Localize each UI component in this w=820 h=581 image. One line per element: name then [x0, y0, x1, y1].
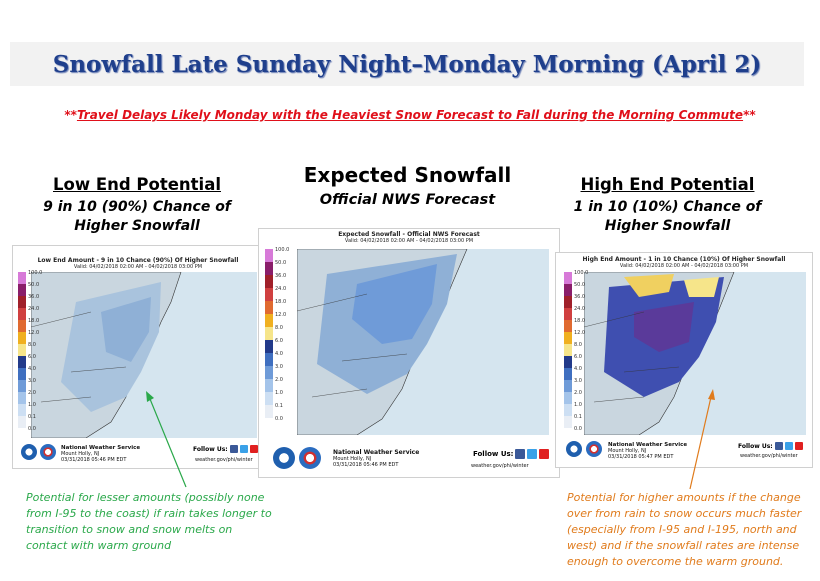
scale-label: 24.0: [574, 306, 586, 312]
left-footer-org: National Weather Service: [61, 445, 141, 451]
scale-label: 1.0: [574, 402, 582, 408]
right-map-title: High End Amount - 1 in 10 Chance (10%) Of Higher Snowfall: [582, 256, 786, 263]
left-map: [31, 272, 257, 438]
right-heading-block: [560, 175, 775, 236]
note-right: Potential for higher amounts if the change over from rain to snow occurs much faster (especially from I-95 and I-195, north and west) and if the snowfall rates are intense enough to overcome the warm ground.: [567, 491, 802, 568]
twitter-icon[interactable]: [785, 442, 793, 450]
facebook-icon[interactable]: [775, 442, 783, 450]
youtube-icon[interactable]: [250, 445, 258, 453]
center-follow-label: Follow Us:: [473, 450, 514, 458]
scale-label: 0.0: [574, 426, 582, 432]
scale-label: 12.0: [574, 330, 586, 336]
scale-label: 8.0: [275, 325, 283, 331]
twitter-icon[interactable]: [527, 449, 537, 459]
scale-label: 100.0: [574, 270, 589, 276]
scale-label: 1.0: [28, 402, 36, 408]
center-scale: [265, 249, 273, 418]
right-follow: [738, 442, 803, 450]
right-footer-time: 03/31/2018 05:47 PM EDT: [608, 454, 674, 460]
left-map-card: [12, 245, 264, 469]
center-url[interactable]: weather.gov/phi/winter: [471, 463, 529, 469]
left-line1: 9 in 10 (90%) Chance of: [43, 199, 231, 215]
center-follow: [473, 449, 549, 459]
noaa-logo: [21, 444, 37, 460]
right-line2: Higher Snowfall: [604, 218, 731, 234]
scale-label: 50.0: [28, 282, 40, 288]
right-footer: [608, 442, 687, 460]
youtube-icon[interactable]: [795, 442, 803, 450]
scale-label: 50.0: [275, 260, 287, 266]
left-heading-block: [12, 175, 262, 236]
left-footer: [61, 445, 140, 463]
scale-label: 36.0: [275, 273, 287, 279]
center-map-card: [258, 228, 560, 478]
scale-label: 12.0: [28, 330, 40, 336]
right-line1: 1 in 10 (10%) Chance of: [573, 199, 762, 215]
right-heading: High End Potential: [580, 175, 755, 194]
nws-logo: [299, 447, 321, 469]
right-footer-org: National Weather Service: [608, 442, 688, 448]
right-scale: [564, 272, 572, 428]
left-footer-loc: Mount Holly, NJ: [61, 451, 100, 457]
center-heading-block: [270, 163, 545, 210]
left-url[interactable]: weather.gov/phi/winter: [195, 457, 253, 463]
left-map-svg: [31, 272, 257, 438]
center-footer: [333, 449, 419, 468]
scale-label: 12.0: [275, 312, 287, 318]
facebook-icon[interactable]: [515, 449, 525, 459]
scale-label: 100.0: [275, 247, 290, 253]
left-follow-label: Follow Us:: [193, 445, 228, 453]
center-map-svg: [297, 249, 549, 435]
scale-label: 8.0: [574, 342, 582, 348]
center-map-title: Expected Snowfall - Official NWS Forecast: [338, 231, 480, 238]
page-title: Snowfall Late Sunday Night–Monday Morning (April 2): [52, 50, 762, 78]
subtitle-suffix: **: [743, 108, 756, 122]
nws-logo: [40, 444, 56, 460]
page-subtitle: [0, 108, 820, 122]
title-bar: [10, 42, 804, 86]
scale-label: 36.0: [28, 294, 40, 300]
scale-label: 50.0: [574, 282, 586, 288]
left-heading: Low End Potential: [53, 175, 221, 194]
center-footer-time: 03/31/2018 05:46 PM EDT: [333, 462, 399, 468]
scale-label: 3.0: [275, 364, 283, 370]
scale-label: 4.0: [275, 351, 283, 357]
noaa-logo: [273, 447, 295, 469]
scale-label: 1.0: [275, 390, 283, 396]
scale-label: 3.0: [28, 378, 36, 384]
right-map-valid: Valid: 04/02/2018 02:00 AM - 04/02/2018 03:00 PM: [619, 263, 749, 269]
center-footer-org: National Weather Service: [333, 449, 420, 456]
right-follow-label: Follow Us:: [738, 442, 773, 450]
scale-label: 24.0: [275, 286, 287, 292]
scale-label: 4.0: [574, 366, 582, 372]
scale-label: 6.0: [28, 354, 36, 360]
left-line2: Higher Snowfall: [74, 218, 200, 234]
scale-label: 4.0: [28, 366, 36, 372]
left-map-valid: Valid: 04/02/2018 02:00 AM - 04/02/2018 03:00 PM: [73, 264, 203, 270]
scale-label: 8.0: [28, 342, 36, 348]
left-scale: [18, 272, 26, 428]
scale-label: 6.0: [574, 354, 582, 360]
right-footer-loc: Mount Holly, NJ: [608, 448, 647, 454]
nws-logo: [586, 441, 602, 457]
scale-label: 0.0: [28, 426, 36, 432]
scale-label: 0.1: [275, 403, 283, 409]
noaa-logo: [566, 441, 582, 457]
center-map-valid: Valid: 04/02/2018 02:00 AM - 04/02/2018 03:00 PM: [344, 238, 474, 244]
scale-label: 0.1: [574, 414, 582, 420]
left-footer-time: 03/31/2018 05:46 PM EDT: [61, 457, 127, 463]
scale-label: 24.0: [28, 306, 40, 312]
scale-label: 6.0: [275, 338, 283, 344]
youtube-icon[interactable]: [539, 449, 549, 459]
center-map: [297, 249, 549, 435]
scale-label: 2.0: [28, 390, 36, 396]
left-map-title: Low End Amount - 9 in 10 Chance (90%) Of Higher Snowfall: [37, 257, 239, 264]
note-left: Potential for lesser amounts (possibly none from I-95 to the coast) if rain takes longer to transition to snow and snow melts on contact with warm ground: [26, 491, 272, 552]
scale-label: 3.0: [574, 378, 582, 384]
scale-label: 18.0: [574, 318, 586, 324]
facebook-icon[interactable]: [230, 445, 238, 453]
center-line1: Official NWS Forecast: [319, 192, 496, 208]
scale-label: 2.0: [574, 390, 582, 396]
scale-label: 18.0: [275, 299, 287, 305]
twitter-icon[interactable]: [240, 445, 248, 453]
scale-label: 2.0: [275, 377, 283, 383]
left-follow: [193, 445, 258, 453]
scale-label: 0.1: [28, 414, 36, 420]
scale-label: 100.0: [28, 270, 43, 276]
right-map-svg: [584, 272, 806, 435]
scale-label: 0.0: [275, 416, 283, 422]
center-footer-loc: Mount Holly, NJ: [333, 456, 372, 462]
subtitle-prefix: **: [64, 108, 77, 122]
center-heading: Expected Snowfall: [303, 163, 512, 187]
scale-label: 36.0: [574, 294, 586, 300]
scale-label: 18.0: [28, 318, 40, 324]
right-map: [584, 272, 806, 435]
right-map-card: [555, 252, 813, 468]
right-url[interactable]: weather.gov/phi/winter: [740, 453, 798, 459]
subtitle-text: Travel Delays Likely Monday with the Heaviest Snow Forecast to Fall during the Morning Commute: [76, 108, 744, 122]
